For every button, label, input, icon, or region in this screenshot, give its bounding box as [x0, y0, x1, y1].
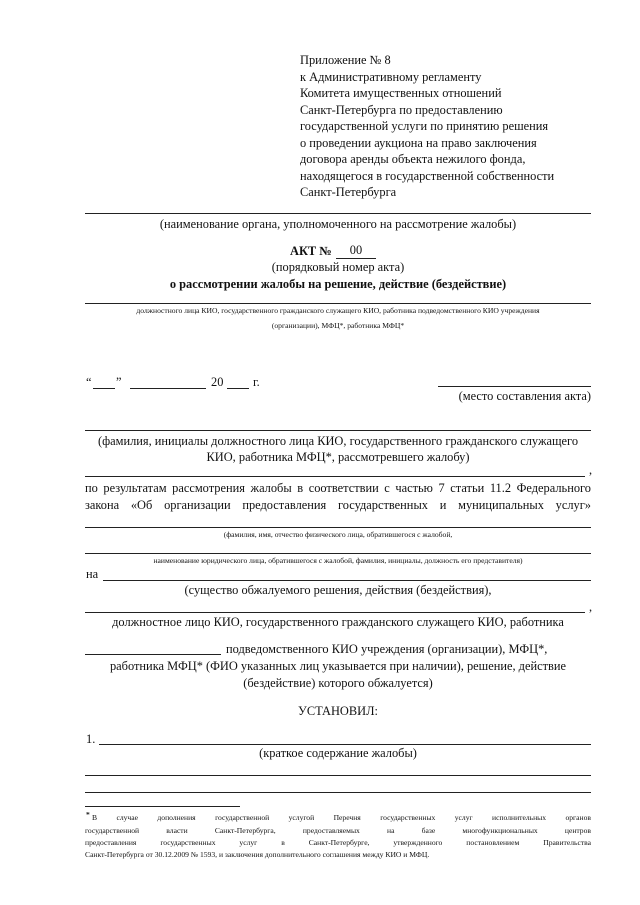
reviewer-caption-1: (фамилия, инициалы должностного лица КИО, государственного гражданского служащего — [97, 434, 579, 448]
appendix-line: к Административному регламенту — [300, 69, 482, 84]
date-year-suffix: г. — [253, 375, 260, 389]
appendix-line: Санкт-Петербурга — [300, 185, 397, 199]
appendix-line: Санкт-Петербурга по предоставлению — [300, 102, 503, 117]
decision-comma: , — [589, 600, 593, 614]
person-line — [85, 527, 591, 528]
complaint-line-3 — [85, 792, 591, 793]
official-caption-2: (организации), МФЦ*, работника МФЦ* — [271, 321, 405, 330]
decision-caption: (существо обжалуемого решения, действия (бездействия), — [184, 583, 492, 597]
act-label: АКТ № — [290, 244, 332, 258]
appendix-line: Приложение № 8 — [300, 53, 391, 67]
results-line-2: закона «Об организации предоставления государственных и муниципальных услуг» — [85, 498, 591, 512]
date-month-line — [130, 388, 206, 389]
complaint-line-2 — [85, 775, 591, 776]
organ-caption: (наименование органа, уполномоченного на рассмотрение жалобы) — [159, 217, 517, 231]
on-label: на — [86, 567, 99, 581]
established-heading: УСТАНОВИЛ: — [298, 704, 378, 718]
place-line — [438, 386, 591, 387]
official-caption-line-3: работника МФЦ* (ФИО указанных лиц указывается при наличии), решение, действие — [109, 659, 566, 673]
legal-line — [85, 553, 591, 554]
reviewer-comma: , — [589, 463, 593, 477]
footnote-line-1: В случае дополнения государственной услугой Перечня государственных услуг исполнительных органов — [92, 813, 591, 822]
appendix-line: государственной услуги по принятию решения — [300, 119, 549, 133]
footnote-line-4: Санкт-Петербурга от 30.12.2009 № 1593, и заключения дополнительного соглашения между КИО и МФЦ. — [85, 850, 430, 859]
results-line-1: по результатам рассмотрения жалобы в соответствии с частью 7 статьи 11.2 Федерального — [85, 481, 591, 495]
act-subject: о рассмотрении жалобы на решение, действие (бездействие) — [169, 277, 507, 291]
appendix-block — [300, 52, 554, 201]
footnote-separator — [85, 806, 240, 807]
official-caption-line-4: (бездействие) которого обжалуется) — [243, 676, 433, 690]
appendix-line: договора аренды объекта нежилого фонда, — [300, 152, 526, 166]
footnote-marker: * — [86, 810, 90, 819]
official-caption-line-2: подведомственного КИО учреждения (организации), МФЦ*, — [226, 642, 548, 656]
reviewer-name-line — [85, 476, 585, 477]
organ-name-line — [85, 213, 591, 214]
act-number-caption: (порядковый номер акта) — [271, 260, 405, 274]
item-number: 1. — [86, 732, 96, 746]
official-caption-line-1: должностное лицо КИО, государственного гражданского служащего КИО, работника — [112, 615, 564, 629]
reviewer-line — [85, 430, 591, 431]
appendix-line: находящегося в государственной собственности — [300, 168, 555, 183]
appendix-line: Комитета имущественных отношений — [300, 86, 502, 100]
reviewer-caption-2: КИО, работника МФЦ*, рассмотревшего жалобу) — [206, 450, 470, 464]
date-year-prefix: 20 — [211, 375, 224, 389]
official-name-line — [85, 654, 221, 655]
decision-line — [103, 580, 591, 581]
official-caption-1: должностного лица КИО, государственного гражданского служащего КИО, работника подведомственного КИО учреждения — [136, 306, 540, 315]
footnote-line-2: государственной власти Санкт-Петербурга, предоставляемых на базе многофункциональных центров — [85, 826, 591, 835]
footnote-line-3: предоставления государственных услуг в Санкт-Петербурге, утвержденного постановлением Правительства — [85, 838, 591, 847]
date-quote-close: ” — [116, 375, 122, 389]
date-year-line — [227, 388, 249, 389]
appendix-line: о проведении аукциона на право заключения — [300, 135, 537, 150]
date-quote-open: “ — [86, 375, 92, 389]
place-caption: (место составления акта) — [458, 389, 591, 403]
complaint-caption: (краткое содержание жалобы) — [259, 746, 417, 760]
legal-caption: наименование юридического лица, обратившегося с жалобой, фамилия, инициалы, должность его представителя) — [153, 556, 523, 565]
date-day-line — [93, 388, 115, 389]
decision-line-2 — [85, 612, 585, 613]
official-line — [85, 303, 591, 304]
person-caption: (фамилия, имя, отчество физического лица, обратившегося с жалобой, — [223, 530, 453, 539]
act-number: 00 — [336, 243, 376, 259]
